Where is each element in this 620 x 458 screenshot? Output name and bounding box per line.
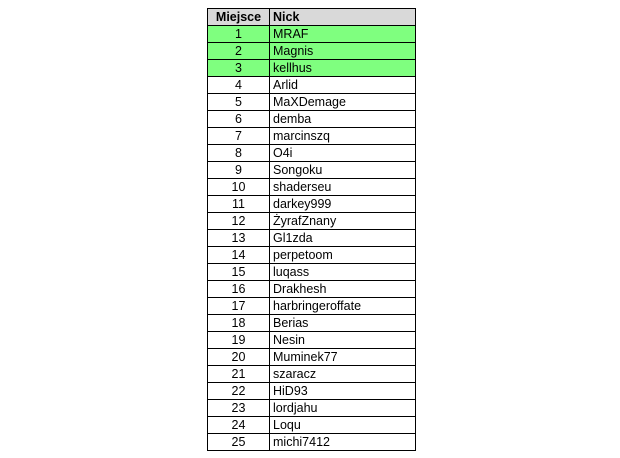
place-cell: 18 bbox=[208, 315, 270, 332]
place-cell: 4 bbox=[208, 77, 270, 94]
nick-cell: MaXDemage bbox=[270, 94, 416, 111]
place-cell: 24 bbox=[208, 417, 270, 434]
place-cell: 22 bbox=[208, 383, 270, 400]
table-row bbox=[208, 264, 416, 281]
table-row bbox=[208, 383, 416, 400]
nick-cell: kellhus bbox=[270, 60, 416, 77]
table-row bbox=[208, 77, 416, 94]
place-cell: 20 bbox=[208, 349, 270, 366]
place-cell: 1 bbox=[208, 26, 270, 43]
table-row bbox=[208, 400, 416, 417]
place-cell: 7 bbox=[208, 128, 270, 145]
nick-column-header: Nick bbox=[270, 9, 416, 26]
table-row bbox=[208, 213, 416, 230]
table-row bbox=[208, 366, 416, 383]
table-row bbox=[208, 332, 416, 349]
nick-cell: Berias bbox=[270, 315, 416, 332]
nick-cell: szaracz bbox=[270, 366, 416, 383]
table-row bbox=[208, 162, 416, 179]
ranking-table bbox=[207, 8, 416, 451]
nick-cell: harbringeroffate bbox=[270, 298, 416, 315]
place-cell: 25 bbox=[208, 434, 270, 451]
table-row bbox=[208, 230, 416, 247]
place-cell: 10 bbox=[208, 179, 270, 196]
nick-cell: Songoku bbox=[270, 162, 416, 179]
place-cell: 17 bbox=[208, 298, 270, 315]
nick-cell: demba bbox=[270, 111, 416, 128]
table-row bbox=[208, 315, 416, 332]
place-cell: 16 bbox=[208, 281, 270, 298]
ranking-body bbox=[208, 26, 416, 451]
table-row bbox=[208, 298, 416, 315]
nick-cell: Gl1zda bbox=[270, 230, 416, 247]
table-row bbox=[208, 179, 416, 196]
header-row bbox=[208, 9, 416, 26]
place-cell: 12 bbox=[208, 213, 270, 230]
place-column-header: Miejsce bbox=[208, 9, 270, 26]
place-cell: 13 bbox=[208, 230, 270, 247]
place-cell: 9 bbox=[208, 162, 270, 179]
table-row bbox=[208, 281, 416, 298]
place-cell: 6 bbox=[208, 111, 270, 128]
place-cell: 11 bbox=[208, 196, 270, 213]
nick-cell: MRAF bbox=[270, 26, 416, 43]
table-row bbox=[208, 26, 416, 43]
table-row bbox=[208, 145, 416, 162]
nick-cell: perpetoom bbox=[270, 247, 416, 264]
nick-cell: Muminek77 bbox=[270, 349, 416, 366]
nick-cell: luqass bbox=[270, 264, 416, 281]
table-row bbox=[208, 60, 416, 77]
nick-cell: ŻyrafZnany bbox=[270, 213, 416, 230]
nick-cell: O4i bbox=[270, 145, 416, 162]
nick-cell: michi7412 bbox=[270, 434, 416, 451]
nick-cell: Arlid bbox=[270, 77, 416, 94]
place-cell: 2 bbox=[208, 43, 270, 60]
place-cell: 14 bbox=[208, 247, 270, 264]
nick-cell: marcinszq bbox=[270, 128, 416, 145]
place-cell: 3 bbox=[208, 60, 270, 77]
place-cell: 8 bbox=[208, 145, 270, 162]
nick-cell: HiD93 bbox=[270, 383, 416, 400]
table-row bbox=[208, 247, 416, 264]
table-row bbox=[208, 417, 416, 434]
nick-cell: shaderseu bbox=[270, 179, 416, 196]
place-cell: 19 bbox=[208, 332, 270, 349]
nick-cell: Drakhesh bbox=[270, 281, 416, 298]
nick-cell: Magnis bbox=[270, 43, 416, 60]
table-row bbox=[208, 94, 416, 111]
place-cell: 5 bbox=[208, 94, 270, 111]
table-row bbox=[208, 196, 416, 213]
table-row bbox=[208, 111, 416, 128]
place-cell: 21 bbox=[208, 366, 270, 383]
table-row bbox=[208, 128, 416, 145]
place-cell: 23 bbox=[208, 400, 270, 417]
place-cell: 15 bbox=[208, 264, 270, 281]
nick-cell: Nesin bbox=[270, 332, 416, 349]
table-row bbox=[208, 349, 416, 366]
nick-cell: lordjahu bbox=[270, 400, 416, 417]
nick-cell: darkey999 bbox=[270, 196, 416, 213]
table-row bbox=[208, 43, 416, 60]
table-row bbox=[208, 434, 416, 451]
nick-cell: Loqu bbox=[270, 417, 416, 434]
